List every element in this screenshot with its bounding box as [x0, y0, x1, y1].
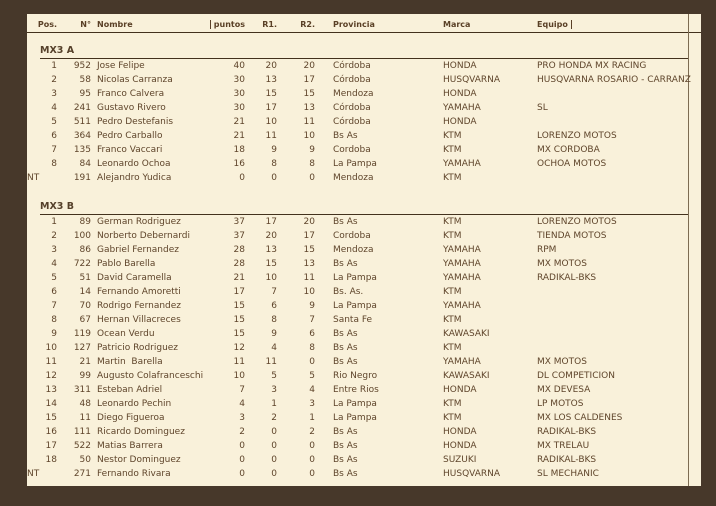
cell-name: Hernan Villacreces [97, 315, 181, 325]
cell-r1: 8 [271, 159, 277, 169]
table-row [27, 59, 701, 73]
table-row [27, 171, 701, 185]
cell-pos: 8 [51, 159, 57, 169]
cell-team: MX MOTOS [537, 259, 587, 269]
table-row [27, 453, 701, 467]
cell-num: 95 [79, 89, 91, 99]
cell-r1: 10 [265, 117, 277, 127]
cell-r1: 13 [265, 245, 277, 255]
cell-num: 311 [73, 385, 91, 395]
cell-pos: 5 [51, 117, 57, 127]
cell-team: RADIKAL-BKS [537, 427, 597, 437]
cell-team: OCHOA MOTOS [537, 159, 607, 169]
cell-r2: 13 [303, 103, 315, 113]
table-row [27, 383, 701, 397]
cell-r2: 13 [303, 259, 315, 269]
col-header-num: N° [80, 20, 91, 29]
cell-points: 0 [239, 469, 245, 479]
cell-brand: HUSQVARNA [443, 75, 501, 85]
cell-team: RADIKAL-BKS [537, 273, 597, 283]
cell-pos: 4 [51, 103, 57, 113]
cell-r1: 0 [271, 455, 277, 465]
cell-province: Bs As [333, 441, 358, 451]
cell-points: 3 [239, 413, 245, 423]
cell-name: Augusto Colafranceschi [97, 371, 204, 381]
cell-province: La Pampa [333, 301, 377, 311]
cell-brand: SUZUKI [443, 455, 477, 465]
cell-name: Fernando Rivara [97, 469, 171, 479]
cell-r1: 17 [265, 217, 277, 227]
cell-brand: HONDA [443, 61, 477, 71]
cell-r2: 9 [309, 301, 315, 311]
cell-points: 28 [233, 245, 245, 255]
cell-brand: KTM [443, 131, 462, 141]
cell-r2: 11 [303, 117, 315, 127]
cell-team: LORENZO MOTOS [537, 131, 617, 141]
cell-name: Alejandro Yudica [97, 173, 172, 183]
cell-team: RPM [537, 245, 557, 255]
cell-pos: 6 [51, 287, 57, 297]
cell-num: 50 [79, 455, 91, 465]
col-header-pos: Pos. [37, 20, 57, 29]
cell-r1: 20 [265, 231, 277, 241]
table-row [27, 397, 701, 411]
cell-brand: KTM [443, 315, 462, 325]
cell-num: 241 [73, 103, 91, 113]
cell-province: Bs As [333, 259, 358, 269]
cell-name: Pedro Carballo [97, 131, 163, 141]
cell-province: Bs. As. [333, 287, 364, 297]
cell-brand: KTM [443, 231, 462, 241]
table-row [27, 439, 701, 453]
cell-province: Bs As [333, 357, 358, 367]
cell-name: German Rodriguez [97, 217, 181, 227]
table-row [27, 355, 701, 369]
cell-r2: 5 [309, 371, 315, 381]
cell-pos: 11 [45, 357, 57, 367]
cell-num: 100 [73, 231, 91, 241]
cell-team: LP MOTOS [537, 399, 584, 409]
cell-num: 191 [73, 173, 91, 183]
col-header-province: Provincia [333, 20, 375, 29]
cell-name: Gabriel Fernandez [97, 245, 179, 255]
cell-name: Leonardo Pechin [97, 399, 172, 409]
cell-pos: 12 [45, 371, 57, 381]
cell-points: 7 [239, 385, 245, 395]
cell-brand: HONDA [443, 385, 477, 395]
cell-r2: 1 [309, 413, 315, 423]
cell-name: Ricardo Dominguez [97, 427, 185, 437]
col-header-team [534, 19, 701, 31]
cell-points: 2 [239, 427, 245, 437]
cell-r2: 0 [309, 441, 315, 451]
cell-team: MX DEVESA [537, 385, 591, 395]
cell-name: Esteban Adriel [97, 385, 163, 395]
cell-team: SL [537, 103, 548, 113]
cell-num: 67 [79, 315, 91, 325]
cell-r2: 0 [309, 173, 315, 183]
cell-pos: 3 [51, 89, 57, 99]
cell-num: 70 [79, 301, 91, 311]
cell-brand: HUSQVARNA [443, 469, 501, 479]
cell-pos: 2 [51, 75, 57, 85]
cell-province: Mendoza [333, 245, 374, 255]
cell-r1: 9 [271, 145, 277, 155]
cell-name: Franco Calvera [97, 89, 165, 99]
cell-r1: 6 [271, 301, 277, 311]
cell-name: Jose Felipe [97, 61, 145, 71]
cell-r2: 15 [303, 89, 315, 99]
cell-pos: 6 [51, 131, 57, 141]
cell-province: Bs As [333, 469, 358, 479]
table-row [27, 313, 701, 327]
cell-r2: 0 [309, 455, 315, 465]
cell-province: Bs As [333, 343, 358, 353]
cell-brand: YAMAHA [443, 273, 481, 283]
cell-name: Patricio Rodriguez [97, 343, 179, 353]
col-header-name: Nombre [97, 20, 133, 29]
cell-points: 0 [239, 455, 245, 465]
table-row [27, 157, 701, 171]
cell-team: RADIKAL-BKS [537, 455, 597, 465]
cell-brand: HONDA [443, 117, 477, 127]
cell-brand: KTM [443, 173, 462, 183]
cell-num: 48 [79, 399, 91, 409]
cell-r2: 17 [303, 75, 315, 85]
cell-r1: 8 [271, 315, 277, 325]
col-header-r1: R1. [262, 20, 277, 29]
cell-name: Diego Figueroa [97, 413, 165, 423]
cell-brand: HONDA [443, 89, 477, 99]
cell-province: La Pampa [333, 399, 377, 409]
cell-brand: KTM [443, 287, 462, 297]
col-header-r2: R2. [300, 20, 315, 29]
class-section [27, 199, 701, 481]
cell-r1: 4 [271, 343, 277, 353]
section-title: MX3 A [40, 45, 75, 56]
cell-name: Pablo Barella [97, 259, 156, 269]
table-row [27, 285, 701, 299]
cell-points: 12 [233, 343, 245, 353]
cell-brand: YAMAHA [443, 245, 481, 255]
cell-r2: 7 [309, 315, 315, 325]
cell-name: Matias Barrera [97, 441, 163, 451]
table-row [27, 115, 701, 129]
cell-name: Ocean Verdu [97, 329, 155, 339]
cell-brand: YAMAHA [443, 357, 481, 367]
cell-name: Norberto Debernardi [97, 231, 191, 241]
cell-r1: 0 [271, 427, 277, 437]
cell-province: Entre Rios [333, 385, 379, 395]
cell-r1: 9 [271, 329, 277, 339]
table-row [27, 369, 701, 383]
table-row [27, 257, 701, 271]
cell-num: 86 [79, 245, 91, 255]
col-header-points-label: puntos [210, 20, 245, 29]
cell-points: 0 [239, 441, 245, 451]
cell-r1: 7 [271, 287, 277, 297]
section-rows [27, 59, 701, 185]
section-title: MX3 B [40, 201, 74, 212]
cell-pos: 10 [45, 343, 57, 353]
cell-team: MX LOS CALDENES [537, 413, 623, 423]
col-header-team-label: Equipo [537, 20, 572, 29]
cell-brand: KTM [443, 343, 462, 353]
cell-num: 135 [73, 145, 91, 155]
cell-num: 111 [73, 427, 91, 437]
cell-pos: 13 [45, 385, 57, 395]
cell-team: TIENDA MOTOS [537, 231, 607, 241]
cell-r2: 15 [303, 245, 315, 255]
cell-name: Martin Barella [97, 357, 163, 367]
cell-name: Leonardo Ochoa [97, 159, 171, 169]
cell-points: 37 [233, 231, 245, 241]
cell-team: LORENZO MOTOS [537, 217, 617, 227]
cell-province: Córdoba [333, 103, 371, 113]
cell-r1: 17 [265, 103, 277, 113]
cell-pos: 9 [51, 329, 57, 339]
cell-brand: KAWASAKI [443, 329, 490, 339]
cell-name: Pedro Destefanis [97, 117, 174, 127]
cell-r2: 20 [303, 61, 315, 71]
table-row [27, 87, 701, 101]
cell-num: 99 [79, 371, 91, 381]
cell-brand: KTM [443, 413, 462, 423]
cell-num: 58 [79, 75, 91, 85]
cell-num: 84 [79, 159, 91, 169]
cell-brand: HONDA [443, 427, 477, 437]
cell-r2: 8 [309, 159, 315, 169]
cell-num: 511 [73, 117, 91, 127]
cell-pos: 3 [51, 245, 57, 255]
cell-num: 14 [79, 287, 91, 297]
cell-name: Fernando Amoretti [97, 287, 181, 297]
cell-num: 522 [73, 441, 91, 451]
cell-r1: 0 [271, 469, 277, 479]
table-row [27, 425, 701, 439]
table-row [27, 243, 701, 257]
cell-brand: HONDA [443, 441, 477, 451]
cell-r2: 0 [309, 469, 315, 479]
cell-pos: 7 [51, 145, 57, 155]
cell-points: 15 [233, 301, 245, 311]
cell-r1: 15 [265, 89, 277, 99]
cell-pos: 5 [51, 273, 57, 283]
cell-province: Bs As [333, 217, 358, 227]
cell-province: Rio Negro [333, 371, 378, 381]
table-row [27, 299, 701, 313]
col-header-brand: Marca [443, 20, 471, 29]
cell-num: 21 [79, 357, 91, 367]
cell-r2: 6 [309, 329, 315, 339]
table-row [27, 467, 701, 481]
cell-pos: 1 [51, 61, 57, 71]
cell-name: Nicolas Carranza [97, 75, 173, 85]
cell-r1: 11 [265, 357, 277, 367]
cell-num: 722 [73, 259, 91, 269]
cell-r2: 2 [309, 427, 315, 437]
cell-points: 40 [233, 61, 245, 71]
cell-brand: YAMAHA [443, 301, 481, 311]
cell-r1: 11 [265, 131, 277, 141]
cell-province: Córdoba [333, 117, 371, 127]
cell-num: 89 [79, 217, 91, 227]
table-row [27, 271, 701, 285]
table-row [27, 101, 701, 115]
cell-r1: 15 [265, 259, 277, 269]
cell-province: Córdoba [333, 75, 371, 85]
cell-brand: KAWASAKI [443, 371, 490, 381]
cell-pos: NT [27, 469, 40, 479]
cell-province: Córdoba [333, 61, 371, 71]
table-row [27, 215, 701, 229]
table-row [27, 327, 701, 341]
cell-team: SL MECHANIC [537, 469, 599, 479]
cell-name: Rodrigo Fernandez [97, 301, 182, 311]
cell-r2: 10 [303, 131, 315, 141]
cell-r1: 10 [265, 273, 277, 283]
cell-points: 21 [233, 131, 245, 141]
cell-r1: 20 [265, 61, 277, 71]
cell-province: Santa Fe [333, 315, 373, 325]
cell-r1: 13 [265, 75, 277, 85]
cell-points: 4 [239, 399, 245, 409]
cell-team: MX MOTOS [537, 357, 587, 367]
cell-province: Bs As [333, 131, 358, 141]
table-row [27, 229, 701, 243]
cell-num: 952 [73, 61, 91, 71]
results-sheet [27, 14, 701, 486]
cell-num: 364 [73, 131, 91, 141]
cell-r2: 20 [303, 217, 315, 227]
cell-pos: 14 [45, 399, 57, 409]
col-header-points [209, 19, 245, 31]
cell-points: 15 [233, 315, 245, 325]
cell-r2: 3 [309, 399, 315, 409]
cell-points: 15 [233, 329, 245, 339]
cell-province: La Pampa [333, 413, 377, 423]
cell-points: 21 [233, 117, 245, 127]
cell-pos: 8 [51, 315, 57, 325]
cell-brand: YAMAHA [443, 159, 481, 169]
cell-pos: 17 [45, 441, 57, 451]
cell-r2: 17 [303, 231, 315, 241]
table-row [27, 73, 701, 87]
cell-brand: KTM [443, 217, 462, 227]
table-row [27, 341, 701, 355]
cell-r1: 2 [271, 413, 277, 423]
cell-r2: 8 [309, 343, 315, 353]
cell-province: Mendoza [333, 173, 374, 183]
cell-points: 10 [233, 371, 245, 381]
cell-team: MX TRELAU [537, 441, 590, 451]
cell-brand: YAMAHA [443, 259, 481, 269]
cell-points: 37 [233, 217, 245, 227]
cell-brand: YAMAHA [443, 103, 481, 113]
cell-pos: 1 [51, 217, 57, 227]
cell-province: Bs As [333, 329, 358, 339]
cell-points: 0 [239, 173, 245, 183]
table-row [27, 129, 701, 143]
cell-r1: 3 [271, 385, 277, 395]
cell-r1: 0 [271, 441, 277, 451]
cell-pos: 15 [45, 413, 57, 423]
table-row [27, 143, 701, 157]
cell-num: 127 [73, 343, 91, 353]
cell-team: HUSQVARNA ROSARIO - CARRANZ [537, 75, 691, 85]
cell-points: 21 [233, 273, 245, 283]
sections-container [27, 43, 701, 481]
cell-pos: 18 [45, 455, 57, 465]
cell-r1: 0 [271, 173, 277, 183]
cell-pos: 2 [51, 231, 57, 241]
cell-pos: 7 [51, 301, 57, 311]
cell-province: Cordoba [333, 231, 371, 241]
cell-r1: 5 [271, 371, 277, 381]
class-section [27, 43, 701, 185]
cell-points: 30 [233, 89, 245, 99]
column-header-row [27, 14, 701, 32]
cell-province: Bs As [333, 427, 358, 437]
cell-r2: 0 [309, 357, 315, 367]
cell-team: MX CORDOBA [537, 145, 600, 155]
cell-r2: 9 [309, 145, 315, 155]
cell-r2: 11 [303, 273, 315, 283]
cell-province: Mendoza [333, 89, 374, 99]
table-row [27, 411, 701, 425]
cell-num: 51 [79, 273, 91, 283]
cell-points: 28 [233, 259, 245, 269]
section-rows [27, 215, 701, 481]
cell-pos: 16 [45, 427, 57, 437]
cell-r2: 10 [303, 287, 315, 297]
cell-points: 30 [233, 103, 245, 113]
cell-team: PRO HONDA MX RACING [537, 61, 647, 71]
cell-province: Cordoba [333, 145, 371, 155]
cell-points: 11 [233, 357, 245, 367]
cell-brand: KTM [443, 145, 462, 155]
cell-points: 17 [233, 287, 245, 297]
cell-name: Nestor Dominguez [97, 455, 181, 465]
cell-r1: 1 [271, 399, 277, 409]
cell-pos: 4 [51, 259, 57, 269]
cell-brand: KTM [443, 399, 462, 409]
cell-points: 16 [233, 159, 245, 169]
cell-province: La Pampa [333, 159, 377, 169]
cell-r2: 4 [309, 385, 315, 395]
cell-pos: NT [27, 173, 40, 183]
cell-points: 18 [233, 145, 245, 155]
cell-points: 30 [233, 75, 245, 85]
cell-num: 119 [73, 329, 91, 339]
cell-province: Bs As [333, 455, 358, 465]
header-rule [27, 32, 701, 33]
cell-num: 11 [79, 413, 91, 423]
cell-province: La Pampa [333, 273, 377, 283]
cell-name: David Caramella [97, 273, 172, 283]
cell-name: Gustavo Rivero [97, 103, 166, 113]
cell-num: 271 [73, 469, 91, 479]
cell-name: Franco Vaccari [97, 145, 163, 155]
cell-team: DL COMPETICION [537, 371, 615, 381]
